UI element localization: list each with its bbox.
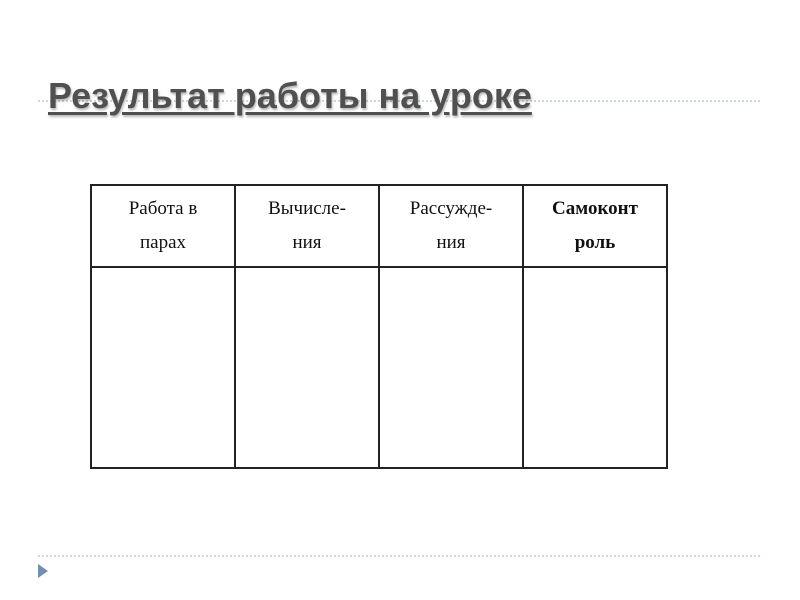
header-text-line: ния <box>436 232 466 253</box>
table-cell-empty <box>235 267 379 468</box>
table-cell-empty <box>379 267 523 468</box>
triangle-bullet-icon <box>38 564 48 578</box>
header-text-line: парах <box>139 232 187 253</box>
table-cell-empty <box>91 267 235 468</box>
header-text-line: Вычисле- <box>268 198 346 219</box>
header-cell-reasoning <box>379 185 523 267</box>
header-cell-calculations <box>235 185 379 267</box>
table-header-row <box>91 185 667 267</box>
header-text-line: роль <box>574 232 616 253</box>
slide-title: Результат работы на уроке <box>48 75 532 116</box>
results-table <box>90 184 668 469</box>
header-cell-pair-work <box>91 185 235 267</box>
header-cell-self-control <box>523 185 667 267</box>
header-text-line: Работа в <box>128 198 198 219</box>
bottom-dotted-divider <box>38 555 760 557</box>
header-text-line: Рассужде- <box>409 198 493 219</box>
header-text-line: ния <box>292 232 322 253</box>
table-row <box>91 267 667 468</box>
table-cell-empty <box>523 267 667 468</box>
header-text-line: Самоконт <box>552 198 638 219</box>
